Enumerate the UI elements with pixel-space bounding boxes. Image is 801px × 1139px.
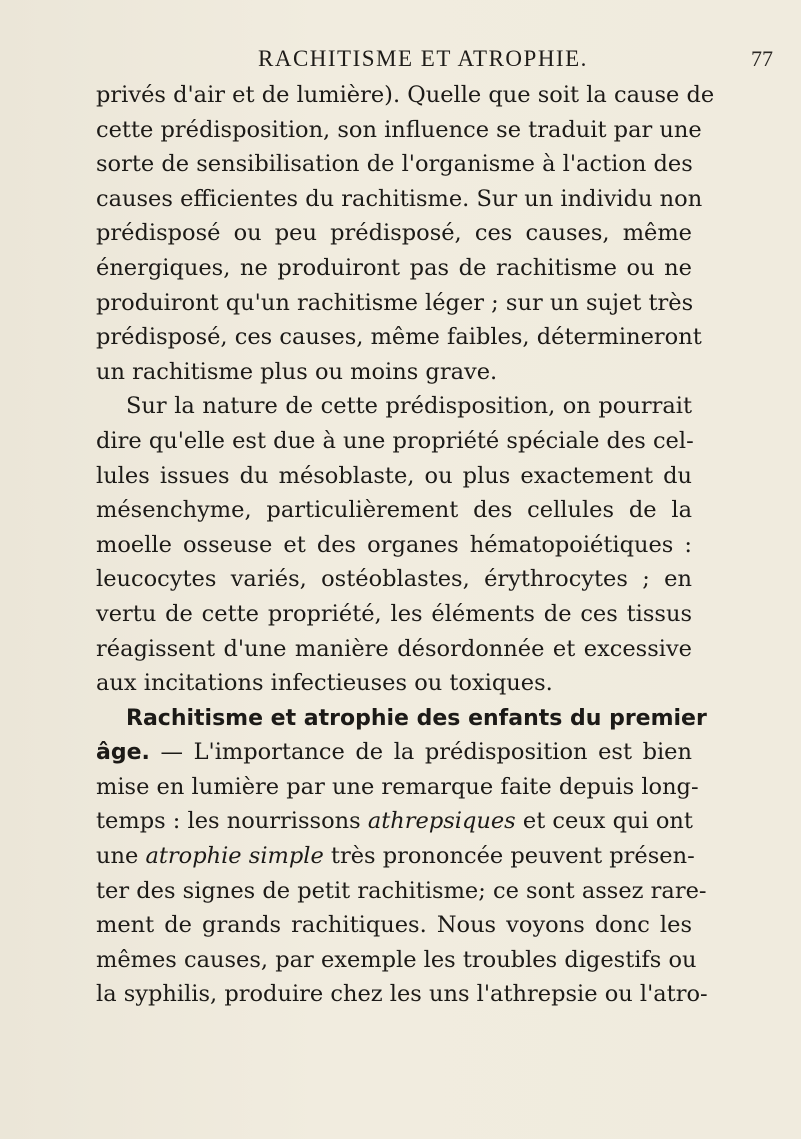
paragraph-1	[96, 78, 715, 389]
text-line: prédisposé ou peu prédisposé, ces causes, même	[96, 220, 692, 247]
text-line: leucocytes variés, ostéoblastes, érythrocytes ; en	[96, 566, 692, 593]
text-line: ment de grands rachitiques. Nous voyons donc les	[96, 912, 692, 939]
running-title: RACHITISME ET ATROPHIE.	[258, 46, 588, 71]
text-line: énergiques, ne produiront pas de rachitisme ou ne	[96, 254, 692, 281]
body-text	[96, 78, 715, 1012]
text-line: aux incitations infectieuses ou toxiques.	[96, 670, 553, 697]
text-line: vertu de cette propriété, les éléments de ces tissus	[96, 600, 692, 627]
text-line: mêmes causes, par exemple les troubles digestifs ou	[96, 946, 697, 973]
text-line: réagissent d'une manière désordonnée et excessive	[96, 635, 692, 662]
section-heading: Rachitisme et atrophie des enfants du premier	[126, 705, 707, 731]
text-line: causes efficientes du rachitisme. Sur un individu non	[96, 185, 703, 212]
text-line: Sur la nature de cette prédisposition, on pourrait	[126, 393, 692, 420]
text-line: ter des signes de petit rachitisme; ce sont assez rare-	[96, 877, 707, 904]
text-line: mise en lumière par une remarque faite depuis long-	[96, 773, 699, 800]
text-run: très prononcée peuvent présen-	[323, 843, 695, 870]
running-head	[0, 46, 801, 76]
section-heading-end: âge.	[96, 740, 150, 766]
text-run: — L'importance de la prédisposition est bien	[149, 739, 692, 766]
text-line: prédisposé, ces causes, même faibles, détermineront	[96, 324, 702, 351]
paragraph-2	[96, 389, 692, 700]
text-line: lules issues du mésoblaste, ou plus exactement du	[96, 462, 692, 489]
text-line: privés d'air et de lumière). Quelle que soit la cause de	[96, 82, 715, 108]
text-line: un rachitisme plus ou moins grave.	[96, 358, 498, 385]
text-line: sorte de sensibilisation de l'organisme à l'action des	[96, 151, 693, 178]
section-heading-line	[96, 701, 707, 736]
text-run: temps : les nourrissons	[96, 808, 368, 835]
text-line: mésenchyme, particulièrement des cellules de la	[96, 497, 692, 524]
text-line	[96, 839, 695, 874]
text-line	[96, 804, 692, 839]
text-line: dire qu'elle est due à une propriété spéciale des cel-	[96, 427, 694, 454]
text-line: moelle osseuse et des organes hématopoiétiques :	[96, 531, 692, 558]
italic-term: atrophie simple	[145, 843, 324, 870]
page-number: 77	[751, 46, 773, 71]
text-line: cette prédisposition, son influence se traduit par une	[96, 116, 702, 143]
italic-term: athrepsiques	[367, 808, 516, 835]
text-line: produiront qu'un rachitisme léger ; sur un sujet très	[96, 289, 694, 316]
text-run: une	[96, 843, 146, 870]
text-run: et ceux qui ont	[515, 808, 693, 835]
text-line	[96, 735, 692, 770]
text-line: la syphilis, produire chez les uns l'athrepsie ou l'atro-	[96, 981, 708, 1008]
section-paragraph	[96, 701, 708, 1012]
